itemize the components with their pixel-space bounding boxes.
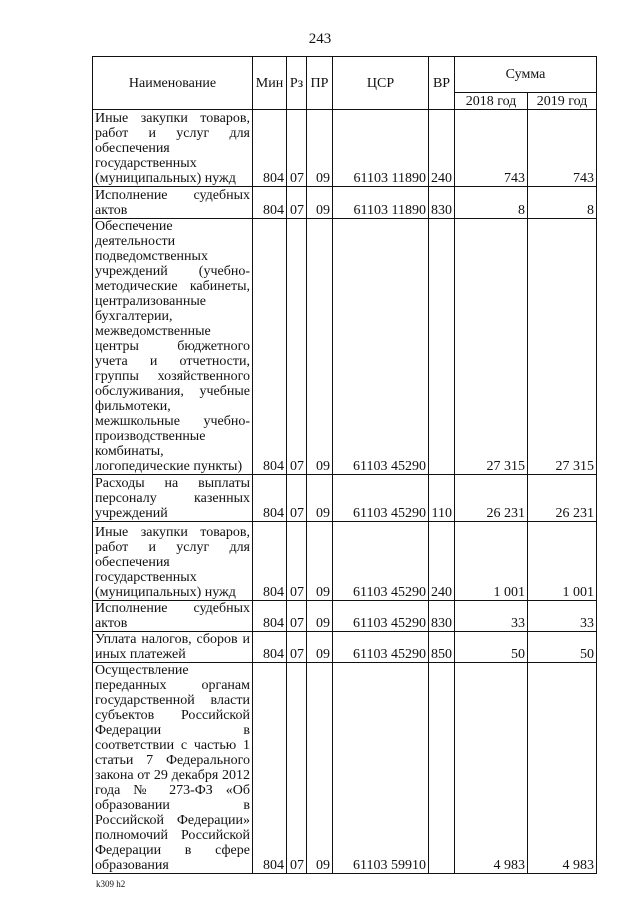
row-sum-2019: 743 bbox=[528, 110, 597, 187]
row-sum-2019: 27 315 bbox=[528, 219, 597, 475]
row-sum-2019: 33 bbox=[528, 601, 597, 632]
row-sum-2018: 1 001 bbox=[455, 522, 528, 601]
row-min: 804 bbox=[253, 219, 287, 475]
row-csr: 61103 45290 bbox=[333, 632, 429, 663]
row-vr bbox=[429, 219, 455, 475]
row-rz: 07 bbox=[287, 219, 307, 475]
row-vr: 240 bbox=[429, 522, 455, 601]
row-sum-2019: 8 bbox=[528, 187, 597, 219]
row-min: 804 bbox=[253, 475, 287, 522]
table-row bbox=[93, 110, 597, 187]
row-pr: 09 bbox=[307, 632, 333, 663]
row-sum-2018: 26 231 bbox=[455, 475, 528, 522]
table-header bbox=[93, 57, 597, 110]
row-csr: 61103 11890 bbox=[333, 187, 429, 219]
row-csr: 61103 59910 bbox=[333, 663, 429, 874]
budget-table bbox=[92, 56, 597, 874]
header-sum: Сумма bbox=[455, 57, 597, 93]
row-min: 804 bbox=[253, 522, 287, 601]
row-name: Уплата налогов, сборов и иных платежей bbox=[93, 632, 253, 663]
row-min: 804 bbox=[253, 187, 287, 219]
row-sum-2018: 50 bbox=[455, 632, 528, 663]
footer-code: k309 h2 bbox=[96, 879, 126, 889]
table-row bbox=[93, 522, 597, 601]
row-sum-2018: 4 983 bbox=[455, 663, 528, 874]
table-row bbox=[93, 219, 597, 475]
row-pr: 09 bbox=[307, 110, 333, 187]
row-sum-2018: 743 bbox=[455, 110, 528, 187]
table-row bbox=[93, 187, 597, 219]
row-pr: 09 bbox=[307, 663, 333, 874]
row-sum-2019: 4 983 bbox=[528, 663, 597, 874]
row-min: 804 bbox=[253, 632, 287, 663]
header-vr: ВР bbox=[429, 57, 455, 110]
row-vr: 110 bbox=[429, 475, 455, 522]
header-csr: ЦСР bbox=[333, 57, 429, 110]
row-name: Исполнение судебных актов bbox=[93, 601, 253, 632]
row-sum-2019: 50 bbox=[528, 632, 597, 663]
row-name: Расходы на выплаты персоналу казенных учреждений bbox=[93, 475, 253, 522]
row-csr: 61103 45290 bbox=[333, 601, 429, 632]
row-csr: 61103 45290 bbox=[333, 522, 429, 601]
row-rz: 07 bbox=[287, 663, 307, 874]
row-vr bbox=[429, 663, 455, 874]
row-name: Обеспечение деятельности подведомственных учреждений (учебно-методические кабинеты, централизованные бухгалтерии, межведомственные центры бюджетного учета и отчетности, группы хозяйственного обслуживания, учебные фильмотеки, межшкольные учебно-производственные комбинаты, логопедические пункты) bbox=[93, 219, 253, 475]
header-min: Мин bbox=[253, 57, 287, 110]
row-rz: 07 bbox=[287, 475, 307, 522]
row-min: 804 bbox=[253, 663, 287, 874]
row-rz: 07 bbox=[287, 601, 307, 632]
header-name: Наименование bbox=[93, 57, 253, 110]
row-rz: 07 bbox=[287, 522, 307, 601]
row-rz: 07 bbox=[287, 110, 307, 187]
header-year-2019: 2019 год bbox=[528, 93, 597, 110]
row-sum-2018: 33 bbox=[455, 601, 528, 632]
row-vr: 240 bbox=[429, 110, 455, 187]
row-pr: 09 bbox=[307, 601, 333, 632]
row-pr: 09 bbox=[307, 475, 333, 522]
row-rz: 07 bbox=[287, 632, 307, 663]
row-sum-2018: 8 bbox=[455, 187, 528, 219]
table-row bbox=[93, 632, 597, 663]
table-row bbox=[93, 663, 597, 874]
row-csr: 61103 45290 bbox=[333, 475, 429, 522]
row-sum-2019: 26 231 bbox=[528, 475, 597, 522]
row-sum-2018: 27 315 bbox=[455, 219, 528, 475]
header-pr: ПР bbox=[307, 57, 333, 110]
header-year-2018: 2018 год bbox=[455, 93, 528, 110]
row-vr: 850 bbox=[429, 632, 455, 663]
row-rz: 07 bbox=[287, 187, 307, 219]
table-row bbox=[93, 601, 597, 632]
row-vr: 830 bbox=[429, 601, 455, 632]
row-min: 804 bbox=[253, 110, 287, 187]
row-csr: 61103 11890 bbox=[333, 110, 429, 187]
row-pr: 09 bbox=[307, 522, 333, 601]
row-name: Иные закупки товаров, работ и услуг для обеспечения государственных (муниципальных) нужд bbox=[93, 522, 253, 601]
row-pr: 09 bbox=[307, 219, 333, 475]
row-min: 804 bbox=[253, 601, 287, 632]
row-pr: 09 bbox=[307, 187, 333, 219]
table-body bbox=[93, 110, 597, 874]
row-sum-2019: 1 001 bbox=[528, 522, 597, 601]
row-name: Осуществление переданных органам государственной власти субъектов Российской Федерации в соответствии с частью 1 статьи 7 Федерального закона от 29 декабря 2012 года № 273-ФЗ «Об образовании в Российской Федерации» полномочий Российской Федерации в сфере образования bbox=[93, 663, 253, 874]
row-vr: 830 bbox=[429, 187, 455, 219]
row-csr: 61103 45290 bbox=[333, 219, 429, 475]
row-name: Исполнение судебных актов bbox=[93, 187, 253, 219]
page-number: 243 bbox=[308, 31, 332, 47]
header-rz: Рз bbox=[287, 57, 307, 110]
table-row bbox=[93, 475, 597, 522]
row-name: Иные закупки товаров, работ и услуг для обеспечения государственных (муниципальных) нужд bbox=[93, 110, 253, 187]
